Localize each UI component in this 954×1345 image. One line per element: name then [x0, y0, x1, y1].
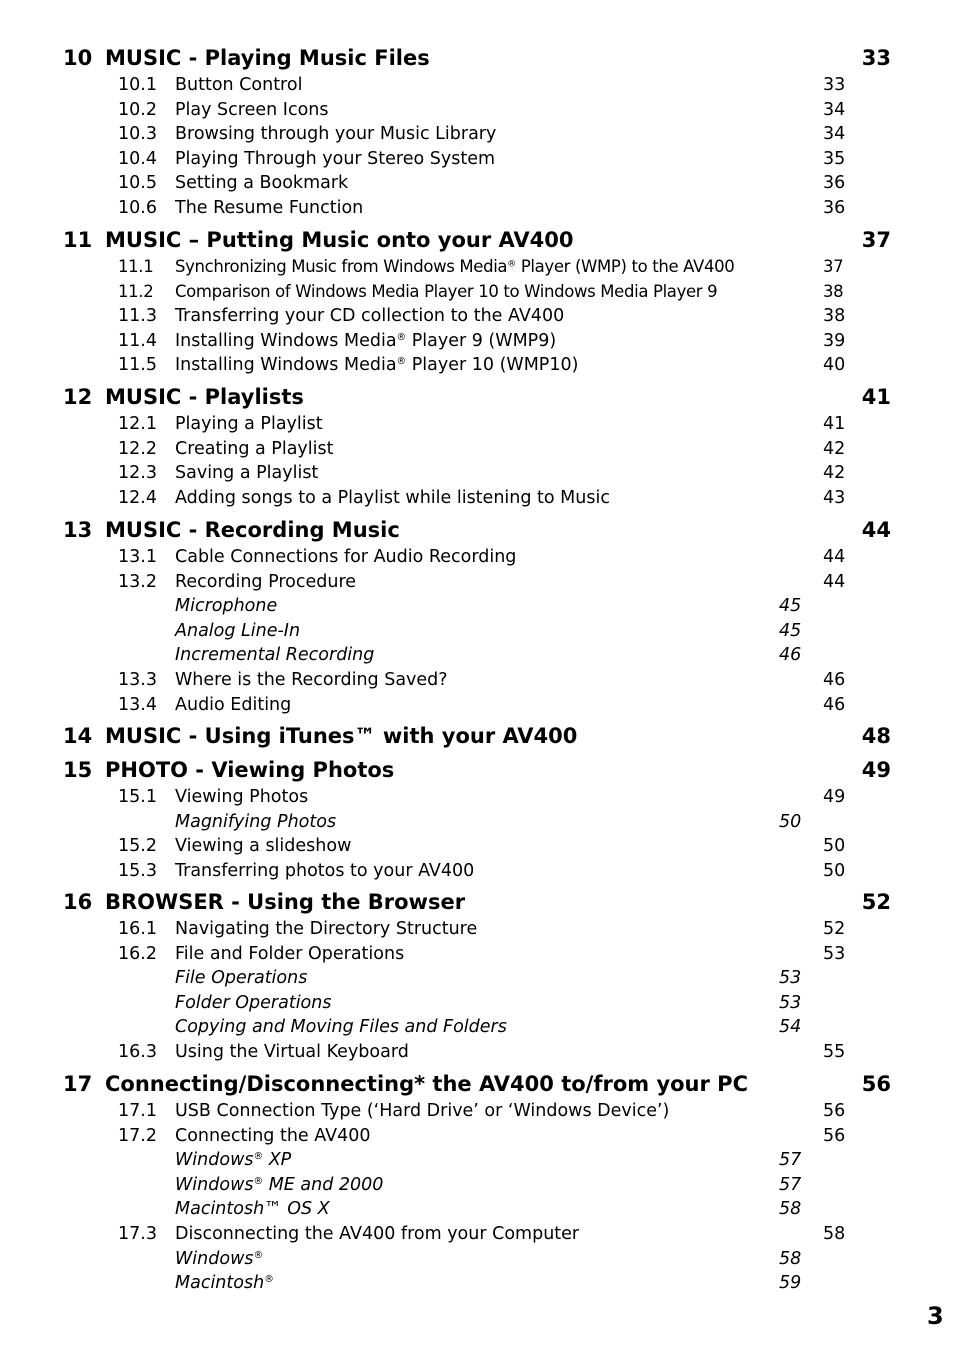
- section-page-number: 38: [823, 281, 844, 301]
- section-page-number: 33: [823, 75, 846, 95]
- chapter-16: [0, 884, 954, 1066]
- subsection-entry[interactable]: [0, 1248, 954, 1273]
- section-entry[interactable]: [0, 256, 954, 281]
- chapter-number: 11: [63, 228, 93, 252]
- chapter-heading[interactable]: [0, 718, 954, 752]
- section-page-number: 52: [823, 919, 846, 939]
- section-title: [175, 257, 734, 276]
- section-entry[interactable]: [0, 546, 954, 571]
- chapter-title: Connecting/Disconnecting* the AV400 to/from your PC: [105, 1072, 748, 1096]
- section-page-number: 58: [823, 1223, 846, 1244]
- chapter-page-number: 48: [861, 724, 891, 748]
- section-title: Button Control: [175, 75, 303, 95]
- subsection-entry[interactable]: [0, 1016, 954, 1041]
- title-text: Windows: [175, 1150, 254, 1171]
- chapter-page-number: 41: [861, 385, 891, 409]
- section-title: Microphone: [175, 596, 278, 617]
- section-number: 13.3: [118, 669, 157, 690]
- title-text: Installing Windows Media: [175, 355, 397, 376]
- section-page-number: 42: [823, 438, 846, 459]
- section-entry[interactable]: [0, 99, 954, 124]
- section-number: 12.1: [118, 414, 157, 434]
- section-entry[interactable]: [0, 148, 954, 173]
- section-entry[interactable]: [0, 694, 954, 719]
- registered-mark: ®: [253, 1176, 264, 1188]
- chapter-heading[interactable]: [0, 512, 954, 546]
- subsection-entry[interactable]: [0, 1149, 954, 1174]
- section-title: Folder Operations: [175, 992, 332, 1013]
- section-page-number: 37: [823, 257, 844, 276]
- chapter-number: 10: [63, 46, 93, 70]
- section-page-number: 46: [823, 669, 846, 690]
- section-title: Comparison of Windows Media Player 10 to Windows Media Player 9: [175, 281, 718, 301]
- section-number: 17.3: [118, 1223, 157, 1244]
- section-number: 11.5: [118, 355, 157, 376]
- section-number: 16.3: [118, 1041, 157, 1062]
- section-title: [175, 331, 556, 351]
- section-number: 15.2: [118, 836, 157, 857]
- title-text: Macintosh: [175, 1273, 265, 1294]
- chapter-number: 14: [63, 724, 93, 748]
- subsection-entry[interactable]: [0, 811, 954, 836]
- section-page-number: 36: [823, 197, 846, 218]
- section-number: 11.3: [118, 306, 157, 327]
- registered-mark: ®: [507, 259, 516, 270]
- section-title: File Operations: [175, 968, 308, 989]
- chapter-number: 17: [63, 1072, 93, 1096]
- section-title: USB Connection Type (‘Hard Drive’ or ‘Windows Device’): [175, 1101, 670, 1121]
- section-number: 10.2: [118, 99, 157, 120]
- section-title: Disconnecting the AV400 from your Computer: [175, 1223, 580, 1244]
- section-page-number: 53: [823, 943, 846, 964]
- section-page-number: 49: [823, 787, 846, 807]
- chapter-title: MUSIC - Using iTunes™ with your AV400: [105, 724, 578, 748]
- section-page-number: 58: [779, 1199, 802, 1220]
- section-title: Navigating the Directory Structure: [175, 919, 478, 939]
- section-title: Incremental Recording: [175, 645, 375, 666]
- section-title: Connecting the AV400: [175, 1125, 371, 1146]
- subsection-entry[interactable]: [0, 992, 954, 1017]
- section-page-number: 57: [779, 1174, 802, 1195]
- section-number: 11.2: [118, 281, 154, 301]
- section-title: Analog Line-In: [175, 620, 301, 641]
- section-title: The Resume Function: [175, 197, 364, 218]
- section-entry[interactable]: [0, 462, 954, 487]
- section-page-number: 34: [823, 124, 846, 145]
- section-number: 11.4: [118, 330, 157, 351]
- section-number: 12.4: [118, 487, 157, 508]
- subsection-entry[interactable]: [0, 644, 954, 669]
- chapter-17: [0, 1066, 954, 1297]
- subsection-entry[interactable]: [0, 1272, 954, 1297]
- section-entry[interactable]: [0, 305, 954, 330]
- registered-mark: ®: [396, 356, 407, 368]
- section-page-number: 43: [823, 487, 846, 508]
- section-title: Saving a Playlist: [175, 463, 319, 484]
- chapter-title: MUSIC - Recording Music: [105, 518, 400, 542]
- section-title: Setting a Bookmark: [175, 173, 349, 194]
- section-entry[interactable]: [0, 669, 954, 694]
- section-title: Play Screen Icons: [175, 99, 329, 120]
- chapter-page-number: 52: [861, 890, 891, 914]
- chapter-number: 16: [63, 890, 93, 914]
- subsection-entry[interactable]: [0, 595, 954, 620]
- section-page-number: 59: [779, 1273, 802, 1294]
- section-title: [175, 1273, 274, 1293]
- chapter-title: MUSIC – Putting Music onto your AV400: [105, 228, 574, 252]
- title-text: Player 10 (WMP10): [406, 355, 579, 376]
- section-title: Recording Procedure: [175, 571, 357, 592]
- section-entry[interactable]: [0, 281, 954, 306]
- section-title: Transferring your CD collection to the AV400: [175, 306, 565, 327]
- section-title: Viewing Photos: [175, 787, 309, 807]
- section-entry[interactable]: [0, 835, 954, 860]
- section-page-number: 50: [823, 836, 846, 857]
- section-entry[interactable]: [0, 197, 954, 222]
- chapter-heading[interactable]: [0, 752, 954, 786]
- chapter-number: 15: [63, 758, 93, 782]
- section-entry[interactable]: [0, 354, 954, 379]
- section-entry[interactable]: [0, 74, 954, 99]
- chapter-page-number: 49: [861, 758, 891, 782]
- section-page-number: 45: [779, 620, 802, 641]
- chapter-title: MUSIC - Playlists: [105, 385, 304, 409]
- subsection-entry[interactable]: [0, 1174, 954, 1199]
- section-entry[interactable]: [0, 1100, 954, 1125]
- title-text: XP: [263, 1150, 292, 1171]
- chapter-heading[interactable]: [0, 884, 954, 918]
- section-page-number: 38: [823, 306, 846, 327]
- section-entry[interactable]: [0, 1223, 954, 1248]
- section-number: 10.6: [118, 197, 157, 218]
- chapter-page-number: 44: [861, 518, 891, 542]
- subsection-entry[interactable]: [0, 620, 954, 645]
- section-entry[interactable]: [0, 1041, 954, 1066]
- section-title: Adding songs to a Playlist while listening to Music: [175, 487, 610, 508]
- section-page-number: 58: [779, 1248, 802, 1269]
- chapter-12: [0, 379, 954, 511]
- section-number: 12.2: [118, 438, 157, 459]
- section-title: [175, 355, 578, 375]
- chapter-page-number: 56: [861, 1072, 891, 1096]
- title-text: Windows: [175, 1174, 254, 1195]
- chapter-title: PHOTO - Viewing Photos: [105, 758, 395, 782]
- section-number: 17.2: [118, 1125, 157, 1146]
- section-page-number: 44: [823, 547, 846, 567]
- section-page-number: 53: [779, 968, 802, 989]
- chapter-11: [0, 222, 954, 379]
- section-page-number: 53: [779, 992, 802, 1013]
- section-title: Where is the Recording Saved?: [175, 669, 448, 690]
- section-page-number: 44: [823, 571, 846, 592]
- section-entry[interactable]: [0, 918, 954, 943]
- section-number: 15.1: [118, 787, 157, 807]
- chapter-number: 13: [63, 518, 93, 542]
- section-page-number: 50: [823, 860, 846, 881]
- section-page-number: 45: [779, 596, 802, 617]
- title-text: Windows: [175, 1248, 254, 1269]
- chapter-number: 12: [63, 385, 93, 409]
- section-title: Playing a Playlist: [175, 414, 323, 434]
- section-number: 13.1: [118, 547, 157, 567]
- section-number: 13.2: [118, 571, 157, 592]
- page-number: 3: [927, 1302, 944, 1330]
- chapter-title: BROWSER - Using the Browser: [105, 890, 466, 914]
- section-number: 10.4: [118, 148, 157, 169]
- section-number: 11.1: [118, 257, 154, 276]
- section-title: Copying and Moving Files and Folders: [175, 1017, 507, 1038]
- section-page-number: 35: [823, 148, 846, 169]
- title-text: Player 9 (WMP9): [406, 330, 557, 351]
- section-page-number: 42: [823, 463, 846, 484]
- subsection-entry[interactable]: [0, 1198, 954, 1223]
- title-text: Player (WMP) to the AV400: [515, 257, 735, 276]
- section-title: [175, 1249, 263, 1269]
- title-text: ME and 2000: [263, 1174, 384, 1195]
- section-title: Magnifying Photos: [175, 811, 337, 832]
- chapter-14: [0, 718, 954, 752]
- section-page-number: 46: [779, 645, 802, 666]
- section-title: Browsing through your Music Library: [175, 124, 497, 145]
- section-entry[interactable]: [0, 172, 954, 197]
- section-number: 16.1: [118, 919, 157, 939]
- section-entry[interactable]: [0, 1125, 954, 1150]
- chapter-page-number: 37: [861, 228, 891, 252]
- section-title: Cable Connections for Audio Recording: [175, 547, 517, 567]
- section-title: Creating a Playlist: [175, 438, 334, 459]
- section-number: 17.1: [118, 1101, 157, 1121]
- section-page-number: 54: [779, 1017, 802, 1038]
- section-entry[interactable]: [0, 487, 954, 512]
- section-title: Using the Virtual Keyboard: [175, 1041, 409, 1062]
- section-number: 16.2: [118, 943, 157, 964]
- section-number: 13.4: [118, 694, 157, 715]
- title-text: Installing Windows Media: [175, 330, 397, 351]
- section-entry[interactable]: [0, 123, 954, 148]
- chapter-heading[interactable]: [0, 222, 954, 256]
- section-page-number: 39: [823, 330, 846, 351]
- section-page-number: 56: [823, 1125, 846, 1146]
- section-page-number: 36: [823, 173, 846, 194]
- chapter-13: [0, 512, 954, 718]
- section-title: File and Folder Operations: [175, 943, 405, 964]
- section-title: Viewing a slideshow: [175, 836, 352, 857]
- section-page-number: 41: [823, 414, 846, 434]
- section-number: 10.3: [118, 124, 157, 145]
- chapter-heading[interactable]: [0, 40, 954, 74]
- registered-mark: ®: [396, 332, 407, 344]
- section-page-number: 50: [779, 811, 802, 832]
- section-title: Macintosh™ OS X: [175, 1199, 330, 1220]
- section-entry[interactable]: [0, 786, 954, 811]
- registered-mark: ®: [253, 1151, 264, 1163]
- section-entry[interactable]: [0, 330, 954, 355]
- section-title: Playing Through your Stereo System: [175, 148, 496, 169]
- section-page-number: 56: [823, 1101, 846, 1121]
- chapter-title: MUSIC - Playing Music Files: [105, 46, 430, 70]
- chapter-heading[interactable]: [0, 379, 954, 413]
- section-entry[interactable]: [0, 571, 954, 596]
- section-title: Transferring photos to your AV400: [175, 860, 475, 881]
- section-page-number: 46: [823, 694, 846, 715]
- chapter-heading[interactable]: [0, 1066, 954, 1100]
- section-entry[interactable]: [0, 943, 954, 968]
- subsection-entry[interactable]: [0, 967, 954, 992]
- section-title: [175, 1150, 291, 1170]
- section-title: [175, 1175, 383, 1195]
- section-page-number: 55: [823, 1041, 846, 1062]
- section-page-number: 40: [823, 355, 846, 376]
- section-page-number: 57: [779, 1150, 802, 1171]
- section-entry[interactable]: [0, 860, 954, 885]
- chapter-15: [0, 752, 954, 884]
- section-number: 10.5: [118, 173, 157, 194]
- section-title: Audio Editing: [175, 694, 292, 715]
- registered-mark: ®: [253, 1249, 264, 1261]
- registered-mark: ®: [264, 1274, 274, 1286]
- title-text: Synchronizing Music from Windows Media: [175, 257, 508, 276]
- chapter-page-number: 33: [861, 46, 891, 70]
- section-page-number: 34: [823, 99, 846, 120]
- section-entry[interactable]: [0, 438, 954, 463]
- section-number: 15.3: [118, 860, 157, 881]
- chapter-10: [0, 40, 954, 222]
- section-entry[interactable]: [0, 413, 954, 438]
- section-number: 12.3: [118, 463, 157, 484]
- section-number: 10.1: [118, 75, 157, 95]
